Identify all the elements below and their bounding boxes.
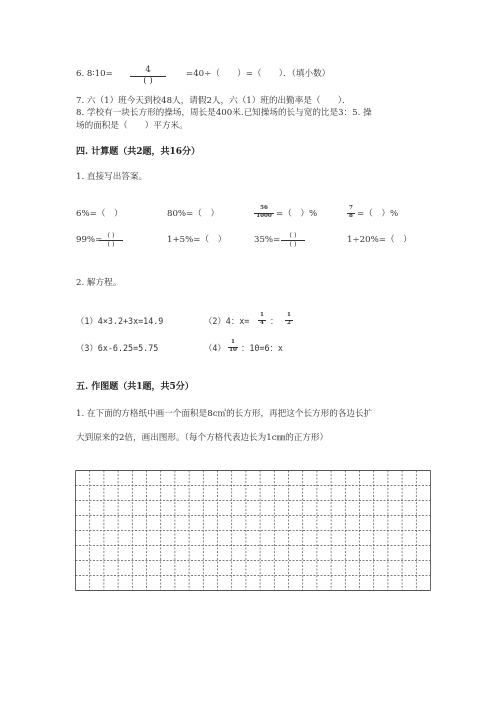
s4-r2-c-denominator: ( ) <box>289 240 297 249</box>
q6-prefix: 6. 8∶10= <box>76 69 113 79</box>
s4-r1-c-fraction <box>254 206 274 220</box>
s4-r2-c-fraction <box>281 232 305 248</box>
q6-fraction <box>136 66 160 86</box>
s4-p1-label: 1. 直接写出答案。 <box>76 172 148 182</box>
s4-r2-d: 1÷20%=（ ） <box>347 235 412 245</box>
s4-r2-b: 1+5%=（ ） <box>167 235 227 245</box>
s4-r1-c-numerator: 56 <box>260 205 268 211</box>
s4-r2-a-denominator: ( ) <box>107 240 115 249</box>
s4-r1-d-denominator: 8 <box>349 213 353 220</box>
s5-q1-line1: 1. 在下面的方格纸中画一个面积是8c㎡的长方形，再把这个长方形的各边长扩 <box>76 409 373 419</box>
q6-fraction-denominator: ( ) <box>143 76 153 87</box>
s4-r1-d-rest: =（ ）% <box>357 209 399 219</box>
q8-line2: 场的面积是（ ）平方米。 <box>76 121 188 131</box>
s4-eq2-f1-numerator: 1 <box>260 312 264 318</box>
s4-eq2-fraction1 <box>258 313 266 327</box>
s4-r2-a-numerator: ( ) <box>107 231 115 239</box>
s4-r1-b: 80%=（ ） <box>167 209 220 219</box>
q6-fraction-numerator: 4 <box>145 65 151 75</box>
s4-eq4-prefix: （4） <box>204 343 226 353</box>
s4-eq4-fraction <box>228 340 238 354</box>
s4-eq4-rest: ：10=6：x <box>241 343 283 353</box>
s4-eq4-denominator: 10 <box>229 347 237 354</box>
q8-line1: 8. 学校有一块长方形的操场，周长是400米.已知操场的长与宽的比是3：5. 操 <box>76 108 372 118</box>
s4-r1-d-fraction <box>347 206 355 220</box>
s4-eq1: （1）4×3.2+3x=14.9 <box>76 316 164 326</box>
s5-q1-line2: 大到原来的2倍，画出图形。（每个方格代表边长为1c㎜的正方形） <box>76 433 329 443</box>
s4-r2-a-prefix: 99%= <box>76 235 103 245</box>
s4-p2-label: 2. 解方程。 <box>76 278 122 288</box>
s4-r2-a-fraction <box>99 232 123 248</box>
q6-rest: =40÷（ ）=（ ）．（填小数） <box>186 69 331 79</box>
q7-text: 7. 六（1）班今天到校48人，请假2人，六（1）班的出勤率是（ ）． <box>76 96 351 106</box>
s4-eq3: （3）6x-6.25=5.75 <box>76 343 159 353</box>
s4-r1-c-denominator: 1000 <box>256 213 272 220</box>
s4-r2-c-prefix: 35%= <box>254 235 281 245</box>
s4-eq2-f1-denominator: 4 <box>260 320 264 327</box>
section5-title: 五. 作图题（共1题，共5分） <box>76 382 194 392</box>
s4-eq2-fraction2 <box>285 313 293 327</box>
section4-title: 四. 计算题（共2题，共16分） <box>76 147 201 157</box>
s4-eq2-f2-numerator: 1 <box>287 312 291 318</box>
s4-eq4-numerator: 1 <box>231 339 235 345</box>
s4-eq2-prefix: （2）4：x= <box>204 316 250 326</box>
s4-r1-a: 6%=（ ） <box>76 209 123 219</box>
s4-eq2-colon: ： <box>270 316 279 326</box>
s4-r2-c-numerator: ( ) <box>289 231 297 239</box>
grid-paper[interactable] <box>75 470 431 591</box>
s4-r1-c-rest: =（ ）% <box>276 209 318 219</box>
s4-r1-d-numerator: 7 <box>349 205 353 211</box>
s4-eq2-f2-denominator: 2 <box>287 320 291 327</box>
